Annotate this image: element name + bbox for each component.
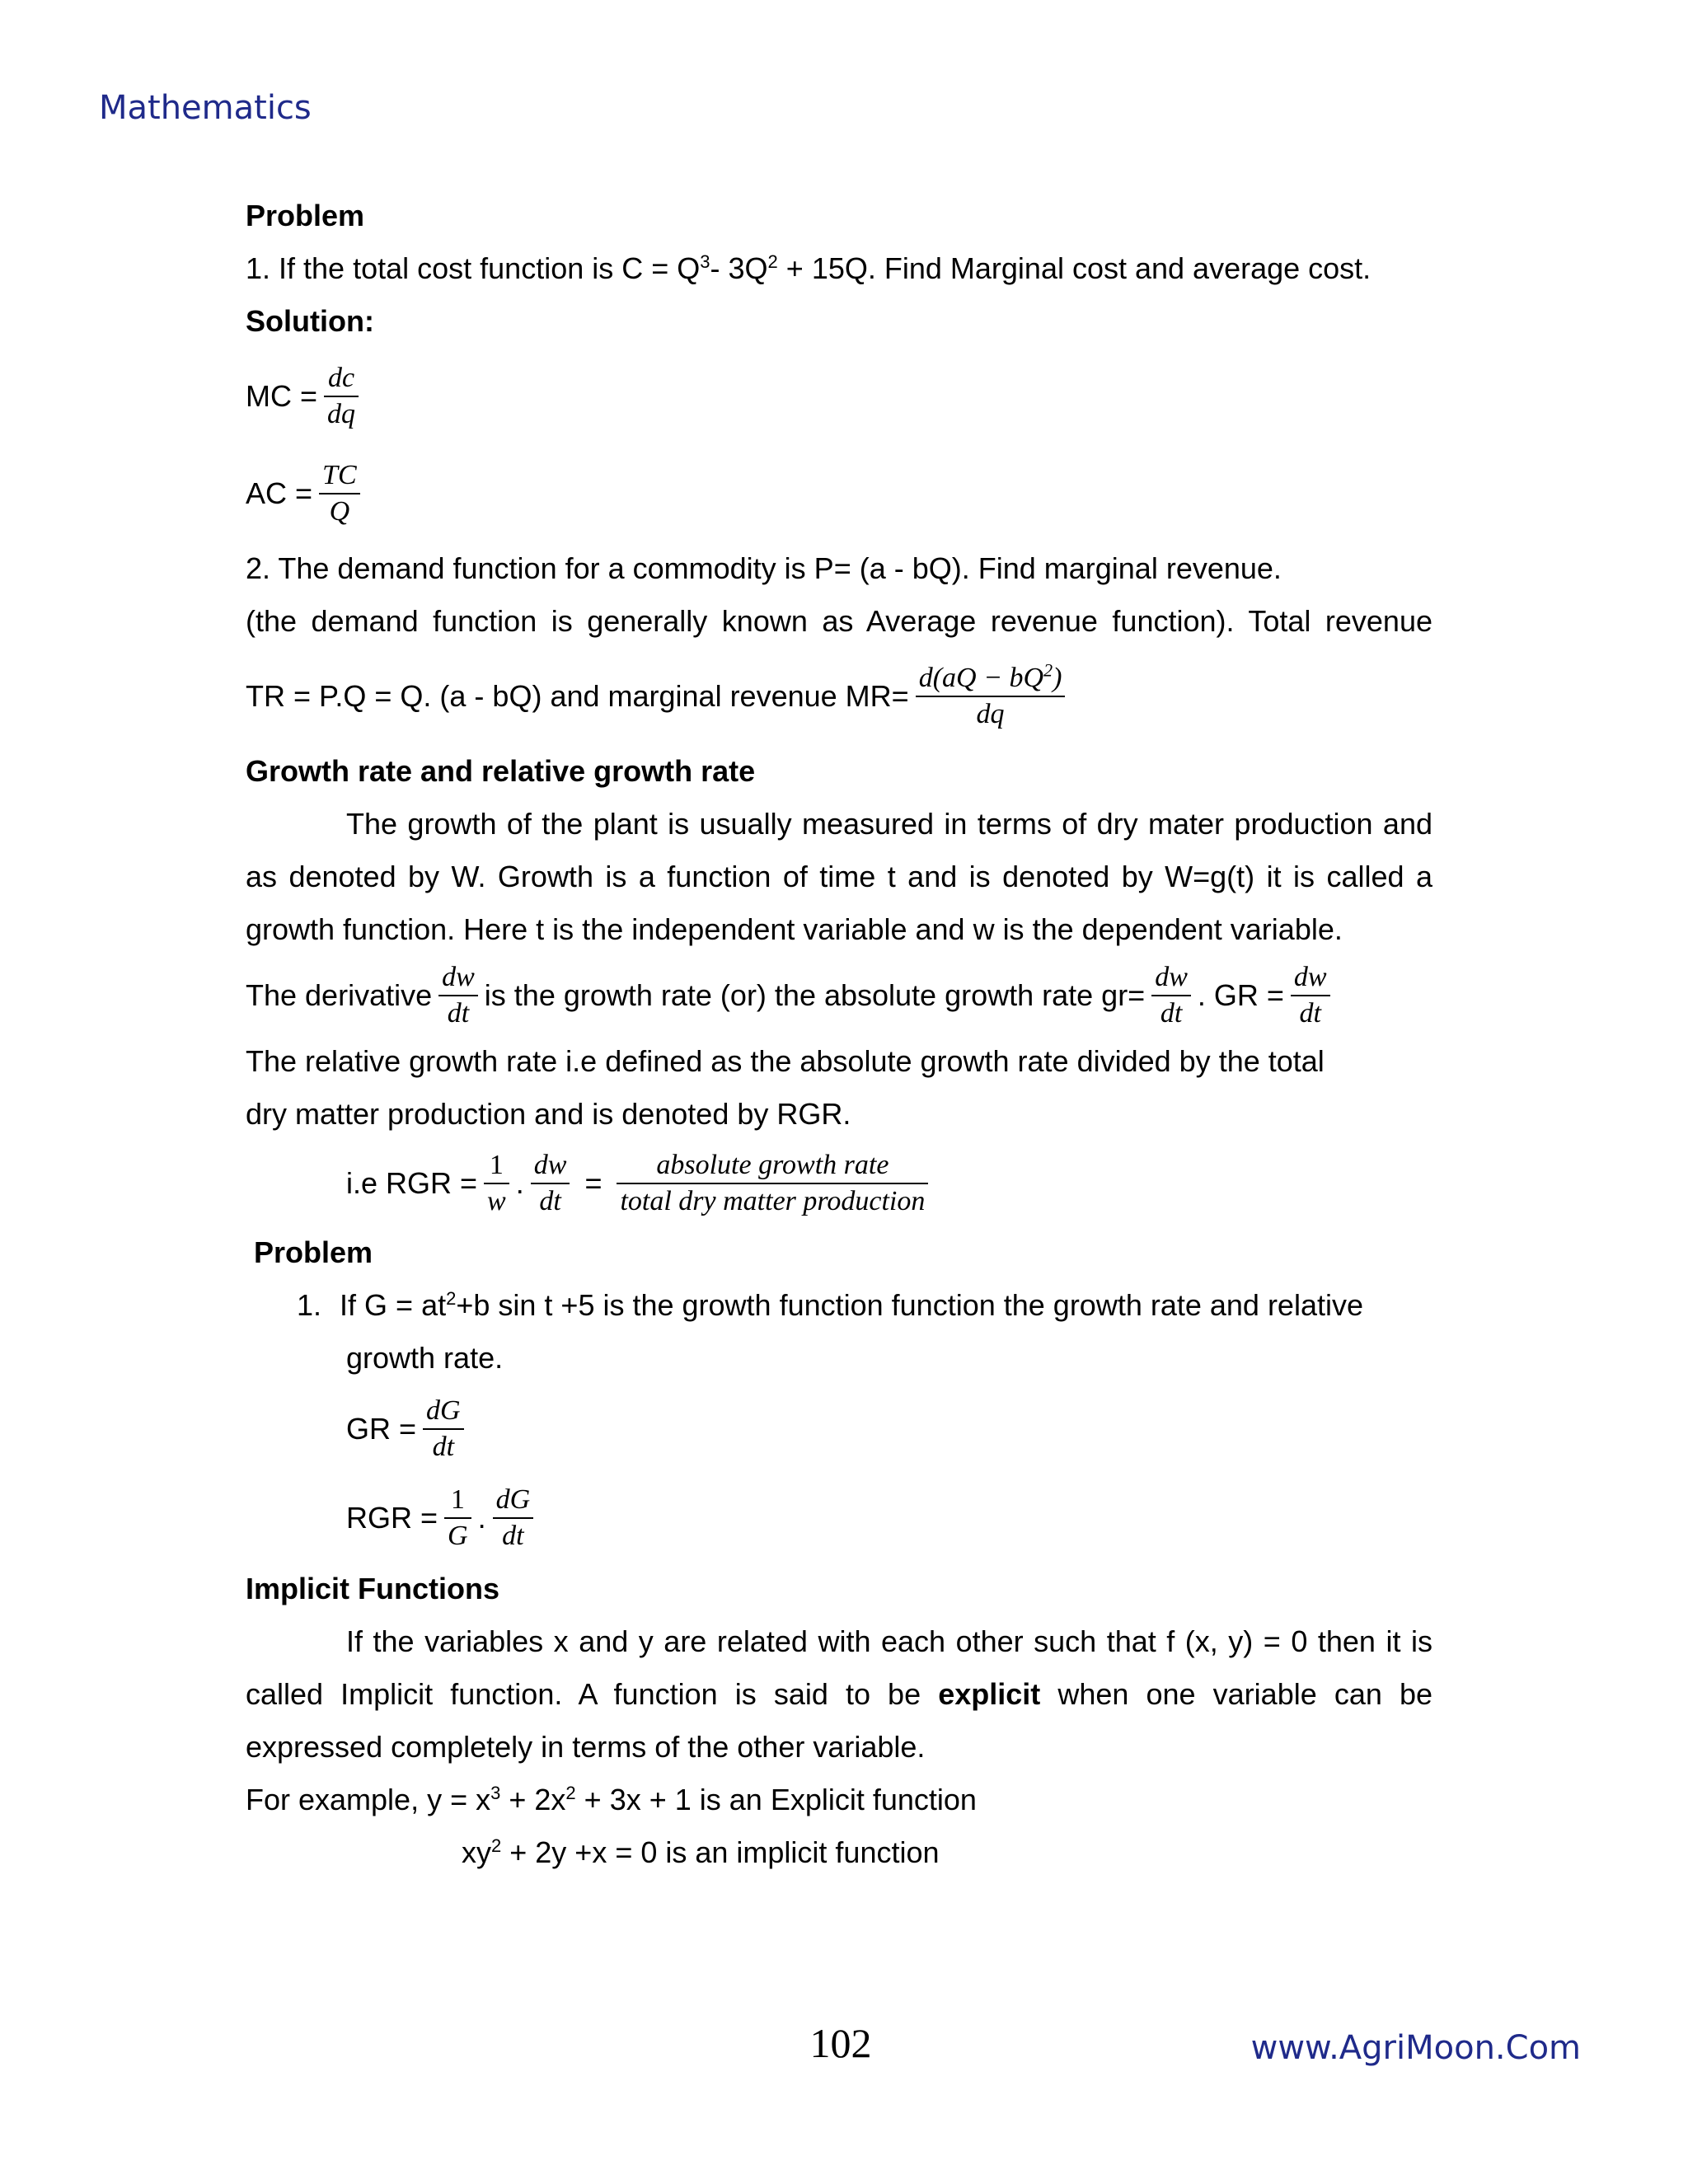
growth-para-line-1: The growth of the plant is usually measured in terms of dry mater production and <box>346 807 1432 841</box>
growth-para-line-2: as denoted by W. Growth is a function of time t and is denoted by W=g(t) it is called a <box>246 860 1432 893</box>
problem-3-item-1-line-2: growth rate. <box>346 1341 504 1375</box>
problem-2-line-2: (the demand function is generally known as Average revenue function). Total revenue <box>246 604 1432 638</box>
problem-3-item-1: 1. If $G = at^2+b$ sin t +5 is the growth function function the growth rate and relative <box>297 1288 1363 1322</box>
rgr-dg-dt-fraction: $\frac{dG}{dt}$ <box>493 1483 534 1554</box>
dw-dt-fraction-3: $\frac{dw}{dt}$ <box>1291 960 1330 1031</box>
problem-heading-2: Problem <box>254 1235 373 1269</box>
one-over-g-fraction: $\frac{1}{G}$ <box>444 1483 471 1554</box>
rgr-dw-dt-fraction: $\frac{dw}{dt}$ <box>531 1148 570 1219</box>
explicit-example: For example, $y = x^3 + 2x^2 + 3x + 1$ is an Explicit function <box>246 1783 977 1816</box>
page-header-title: Mathematics <box>99 89 312 127</box>
problem-heading: Problem <box>246 199 365 232</box>
mc-fraction: $\frac{dc}{dq}$ <box>324 361 359 432</box>
dw-dt-fraction-1: $\frac{dw}{dt}$ <box>438 960 478 1031</box>
implicit-example: $xy^2 + 2y +x = 0$ is an implicit function <box>462 1835 940 1869</box>
rgr-line-1: The relative growth rate i.e defined as the absolute growth rate divided by the total <box>246 1044 1325 1078</box>
gr-equation: GR = $\frac{dG}{dt}$ <box>246 1385 1432 1474</box>
rgr-g-equation: RGR = $\frac{1}{G}$ . $\frac{dG}{dt}$ <box>246 1474 1432 1563</box>
problem-1-question: 1. If the total cost function is $C = Q^3-$ $3Q^2 + 15Q$. Find Marginal cost and average cost. <box>246 251 1372 285</box>
mr-fraction: $\frac{d(aQ - bQ^2)}{dq}$ <box>916 661 1066 732</box>
ac-equation: AC = $\frac{TC}{Q}$ <box>246 445 1432 542</box>
page-content <box>246 190 1432 1879</box>
rgr-equation: i.e RGR = $\frac{1}{w}$ . $\frac{dw}{dt}$ = $\frac{\text{absolute growth rate}}{\text{total dry matter production}}$ <box>246 1141 1432 1226</box>
problem-2-line-1: 2. The demand function for a commodity is P= (a - bQ). Find marginal revenue. <box>246 551 1282 585</box>
dw-dt-fraction-2: $\frac{dw}{dt}$ <box>1151 960 1191 1031</box>
one-over-w-fraction: $\frac{1}{w}$ <box>484 1148 509 1219</box>
solution-label: Solution: <box>246 304 374 338</box>
mc-equation: MC = $\frac{dc}{dq}$ <box>246 348 1432 445</box>
ac-fraction: $\frac{TC}{Q}$ <box>319 458 360 529</box>
page-number: 102 <box>809 2020 872 2066</box>
rgr-line-2: dry matter production and is denoted by RGR. <box>246 1097 851 1131</box>
rgr-ratio-fraction: $\frac{\text{absolute growth rate}}{\text{total dry matter production}}$ <box>617 1148 928 1219</box>
dg-dt-fraction: $\frac{dG}{dt}$ <box>423 1394 464 1465</box>
implicit-line-1: If the variables x and y are related with each other such that f (x, y) = 0 then it is <box>346 1624 1432 1658</box>
growth-heading: Growth rate and relative growth rate <box>246 754 756 788</box>
mr-equation: TR = P.Q = Q. (a - bQ) and marginal revenue MR= $\frac{d(aQ - bQ^2)}{dq}$ <box>246 648 1432 745</box>
implicit-line-3: expressed completely in terms of the other variable. <box>246 1730 926 1764</box>
growth-para-line-3: growth function. Here t is the independent variable and w is the dependent variable. <box>246 912 1343 946</box>
derivative-line: The derivative $\frac{dw}{dt}$ is the growth rate (or) the absolute growth rate gr= $\frac{dw}{dt}$ . GR = $\frac{dw}{dt}$ <box>246 956 1432 1035</box>
implicit-heading: Implicit Functions <box>246 1572 500 1605</box>
site-link[interactable]: www.AgriMoon.Com <box>1250 2029 1581 2067</box>
implicit-line-2: called Implicit function. A function is said to be explicit when one variable can be <box>246 1677 1432 1711</box>
